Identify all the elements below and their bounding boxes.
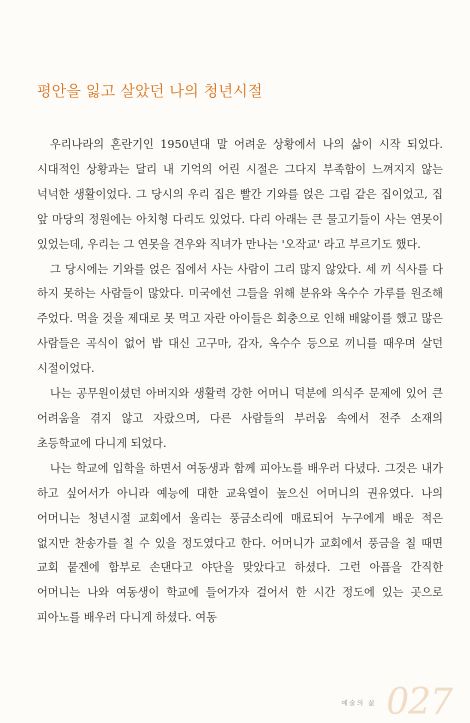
page-number: 027: [386, 682, 452, 723]
paragraph: 우리나라의 혼란기인 1950년대 말 어려운 상황에서 나의 삶이 시작 되었다. 시대적인 상황과는 달리 내 기억의 어린 시절은 그다지 부족함이 느껴지지 않는 넉넉한 생활이었다. 그 당시의 우리 집은 빨간 기와를 얹은 그림 같은 집이었고, 집 앞 마당의 정원에는 아치형 다리도 있었다. 다리 아래는 큰 물고기들이 사는 연못이 있었는데, 우리는 그 연못을 견우와 직녀가 만나는 '오작교' 라고 부르기도 했다.: [37, 138, 443, 251]
paragraph: 나는 학교에 입학을 하면서 여동생과 함께 피아노를 배우러 다녔다. 그것은 내가 하고 싶어서가 아니라 예능에 대한 교육열이 높으신 어머니의 권유였다. 나의 어머니는 청년시절 교회에서 울리는 풍금소리에 매료되어 누구에게 배운 적은 없지만 찬송가를 칠 수 있을 정도였다고 한다. 어머니가 교회에서 풍금을 칠 때면 교회 뭍겐에 함부로 손댄다고 야단을 맞았다고 하셨다. 그런 아픔을 간직한 어머니는 나와 여동생이 학교에 들어가자 걸어서 한 시간 정도에 있는 곳으로 피아노를 배우러 다니게 하셨다. 여동: [37, 461, 443, 625]
running-head: 예술의 삶: [341, 699, 376, 707]
page-footer: [324, 679, 454, 723]
body-text: [37, 133, 443, 631]
paragraph: 그 당시에는 기와를 얹은 집에서 사는 사람이 그리 많지 않았다. 세 끼 식사를 다 하지 못하는 사람들이 많았다. 미국에선 그들을 위해 분유와 옥수수 가루를 원조해 주었다. 먹을 것을 제대로 못 먹고 자란 아이들은 회충으로 인해 배앓이를 했고 많은 사람들은 곡식이 없어 밥 대신 고구마, 감자, 옥수수 등으로 끼니를 때우며 살던 시절이었다.: [37, 262, 443, 376]
paragraph: 나는 공무원이셨던 아버지와 생활력 강한 어머니 덕분에 의식주 문제에 있어 큰 어려움을 겪지 않고 자랐으며, 다른 사람들의 부러움 속에서 전주 소재의 초등학교에 다니게 되었다.: [37, 387, 443, 450]
chapter-title: 평안을 잃고 살았던 나의 청년시절: [37, 82, 263, 100]
